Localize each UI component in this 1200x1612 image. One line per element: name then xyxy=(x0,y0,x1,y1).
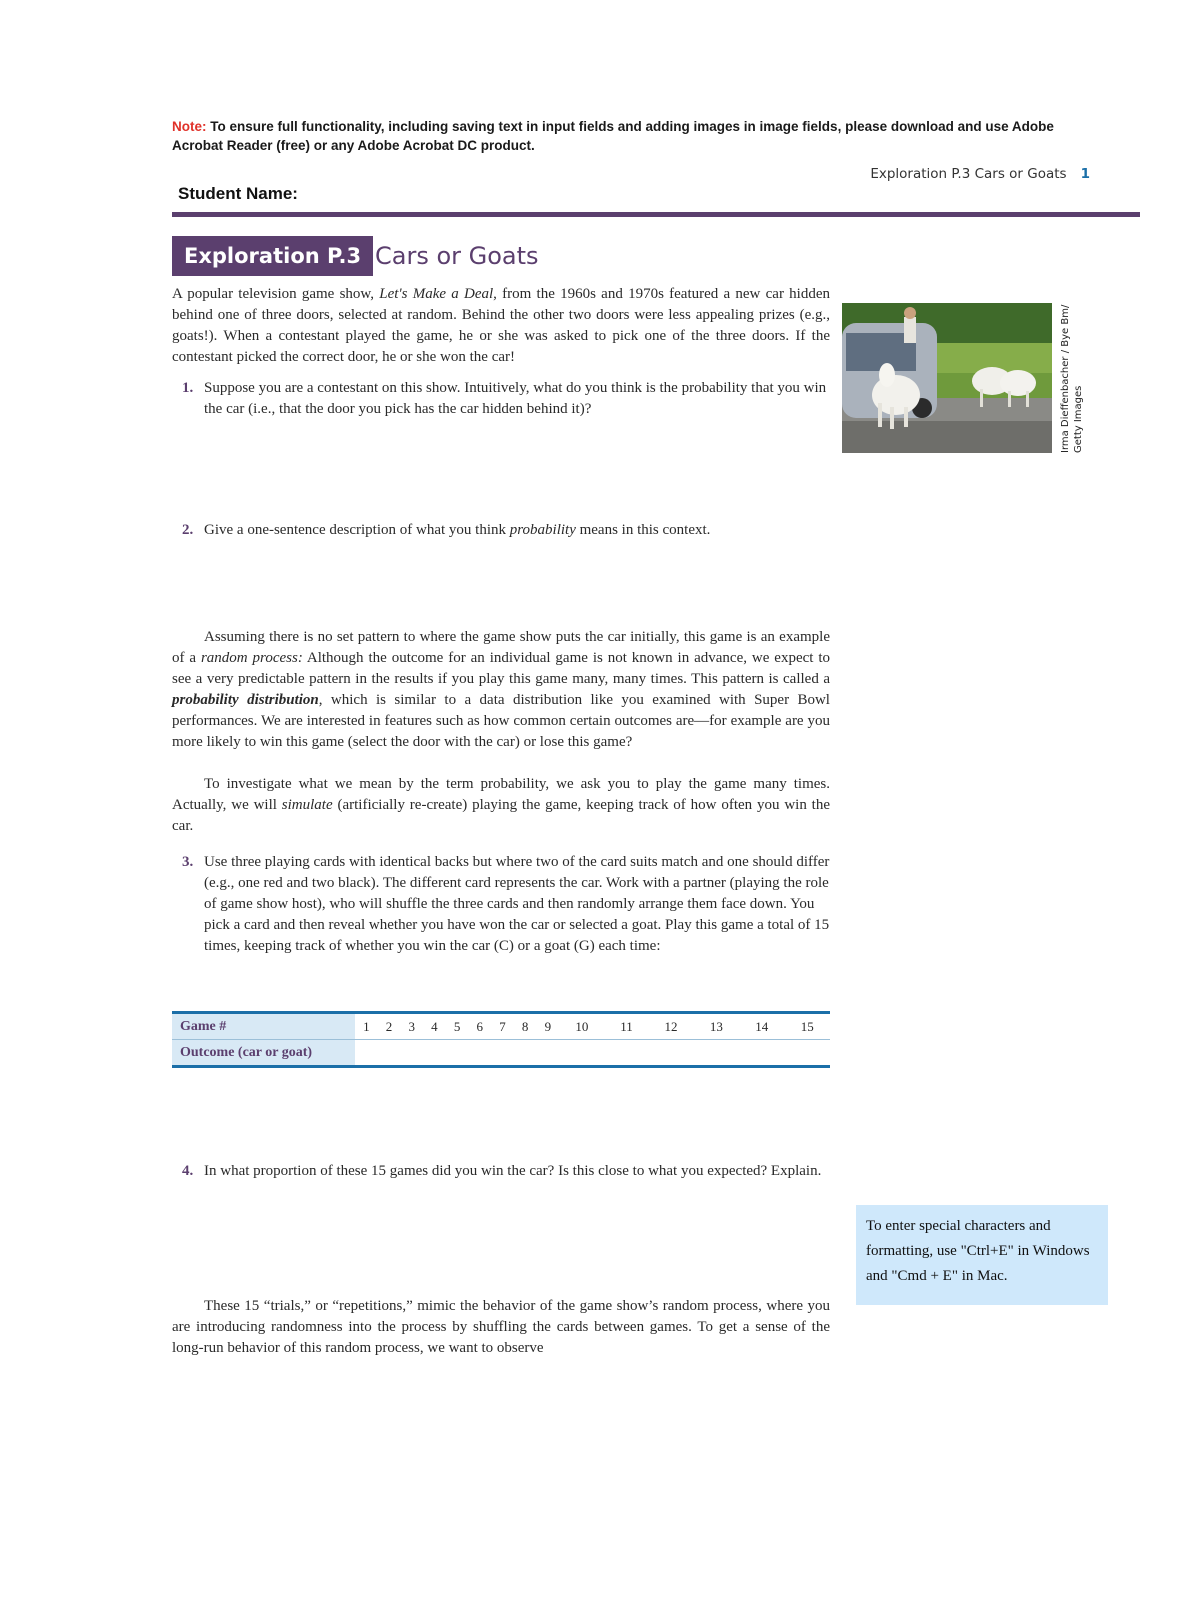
game-number-cell: 8 xyxy=(514,1013,537,1040)
sim-text-b: (artificially re-create) playing the game, keeping track of how often you win the car. xyxy=(172,797,830,834)
rp-italic: random process: xyxy=(200,650,303,666)
photo-credit-text: Irma Dieffenbacher / Bye Bm/ Getty Images xyxy=(1060,304,1084,453)
outcome-cell[interactable] xyxy=(605,1040,649,1067)
question-1 xyxy=(172,378,830,420)
special-characters-hint: To enter special characters and formatting, use "Ctrl+E" in Windows and "Cmd + E" in Mac. xyxy=(856,1205,1108,1305)
outcome-cell[interactable] xyxy=(694,1040,739,1067)
game-number-cell: 9 xyxy=(537,1013,560,1040)
exploration-tag: Exploration P.3 xyxy=(172,236,373,276)
outcome-cell[interactable] xyxy=(378,1040,401,1067)
goats-car-photo xyxy=(842,303,1052,453)
closing-paragraph: These 15 “trials,” or “repetitions,” mimic the behavior of the game show’s random process, where you are introducing randomness into the process by shuffling the cards between games. To get a sense of the long-run behavior of this random process, we want to observe xyxy=(172,1298,830,1356)
outcome-cell[interactable] xyxy=(423,1040,446,1067)
answer-field-2[interactable] xyxy=(204,548,830,628)
rp-text-b: Although the outcome for an individual game is not known in advance, we expect to see a very predictable pattern in the results if you play this game many, many times. This pattern is called a xyxy=(172,650,830,687)
note-label: Note: xyxy=(172,119,207,134)
question-2-text xyxy=(204,520,830,541)
game-number-cell: 15 xyxy=(785,1013,831,1040)
question-2 xyxy=(172,520,830,541)
outcome-cell[interactable] xyxy=(537,1040,560,1067)
game-number-row xyxy=(172,1013,830,1040)
game-number-cell: 1 xyxy=(355,1013,378,1040)
question-4-number: 4. xyxy=(182,1163,194,1179)
outcome-cell[interactable] xyxy=(739,1040,784,1067)
student-name-field[interactable] xyxy=(310,180,870,206)
game-tally-table xyxy=(172,1011,830,1068)
question-4 xyxy=(172,1161,830,1182)
outcome-cell[interactable] xyxy=(648,1040,693,1067)
outcome-cell[interactable] xyxy=(468,1040,491,1067)
outcome-cell[interactable] xyxy=(491,1040,514,1067)
running-header xyxy=(870,166,1090,182)
game-number-cell: 5 xyxy=(446,1013,469,1040)
game-number-cell: 3 xyxy=(400,1013,423,1040)
game-number-cell: 11 xyxy=(605,1013,649,1040)
question-2-text-b: means in this context. xyxy=(575,522,711,538)
question-2-text-a: Give a one-sentence description of what you think xyxy=(204,522,510,538)
random-process-paragraph xyxy=(172,627,830,753)
game-number-cell: 10 xyxy=(559,1013,604,1040)
question-1-text: Suppose you are a contestant on this show. Intuitively, what do you think is the probability that you win the car (i.e., that the door you pick has the car hidden behind it)? xyxy=(204,380,827,417)
question-1-number: 1. xyxy=(182,380,194,396)
question-4-text: In what proportion of these 15 games did you win the car? Is this close to what you expected? Explain. xyxy=(204,1163,822,1179)
intro-text-1: A popular television game show, xyxy=(172,286,380,302)
student-name-label: Student Name: xyxy=(178,184,298,203)
outcome-cell[interactable] xyxy=(355,1040,378,1067)
question-3-number: 3. xyxy=(182,854,194,870)
answer-field-4[interactable] xyxy=(204,1208,830,1288)
photo-credit xyxy=(1059,297,1095,453)
acrobat-note xyxy=(172,117,1092,155)
rp-text-a: Assuming there is no set pattern to where the game show puts the car initially, this game is an example of a xyxy=(172,629,830,666)
note-text: To ensure full functionality, including saving text in input fields and adding images in image fields, please download and use Adobe Acrobat Reader (free) or any Adobe Acrobat DC product. xyxy=(172,119,1054,153)
game-number-header: Game # xyxy=(172,1013,355,1040)
intro-paragraph xyxy=(172,284,830,368)
outcome-cell[interactable] xyxy=(559,1040,604,1067)
rp-bold-term: probability distribution xyxy=(172,692,319,708)
game-number-cell: 4 xyxy=(423,1013,446,1040)
game-number-cell: 6 xyxy=(468,1013,491,1040)
outcome-cell[interactable] xyxy=(785,1040,831,1067)
show-title: Let's Make a Deal xyxy=(379,286,494,302)
outcome-cell[interactable] xyxy=(446,1040,469,1067)
question-3 xyxy=(172,852,830,957)
question-2-number: 2. xyxy=(182,522,194,538)
page-title: Cars or Goats xyxy=(375,242,539,270)
answer-field-1[interactable] xyxy=(204,428,830,508)
game-number-cell: 7 xyxy=(491,1013,514,1040)
simulate-paragraph xyxy=(172,774,830,837)
outcome-header: Outcome (car or goat) xyxy=(172,1040,355,1067)
outcome-row xyxy=(172,1040,830,1067)
game-number-cell: 13 xyxy=(694,1013,739,1040)
intro-text-2: , from the 1960s and 1970s featured a new car hidden behind one of three doors, selected at random. Behind the other two doors were less appealing prizes (e.g., goats!). When a contestant played the game, he or she was asked to pick one of the three doors. If the contestant picked the correct door, he or she won the car! xyxy=(172,286,830,365)
sim-text-a: To investigate what we mean by the term probability, we ask you to play the game many times. Actually, we will xyxy=(172,776,830,813)
outcome-cell[interactable] xyxy=(514,1040,537,1067)
game-number-cell: 12 xyxy=(648,1013,693,1040)
game-number-cell: 14 xyxy=(739,1013,784,1040)
simulate-term: simulate xyxy=(281,797,333,813)
rp-text-c: , which is similar to a data distribution like you examined with Super Bowl performances. We are interested in features such as how common certain outcomes are—for example are you more likely to win this game (select the door with the car) or lose this game? xyxy=(172,692,830,750)
game-number-cell: 2 xyxy=(378,1013,401,1040)
outcome-cell[interactable] xyxy=(400,1040,423,1067)
header-rule xyxy=(172,212,1140,217)
probability-term: probability xyxy=(509,522,576,538)
question-3-text: Use three playing cards with identical backs but where two of the card suits match and one should differ (e.g., one red and two black). The different card represents the car. Work with a partner (playing the role of game show host), who will shuffle the three cards and then randomly arrange them face down. You pick a card and then reveal whether you have won the car or selected a goat. Play this game a total of 15 times, keeping track of whether you win the car (C) or a goat (G) each time: xyxy=(204,854,830,954)
page-number: 1 xyxy=(1080,166,1090,182)
running-title: Exploration P.3 Cars or Goats xyxy=(870,166,1067,182)
